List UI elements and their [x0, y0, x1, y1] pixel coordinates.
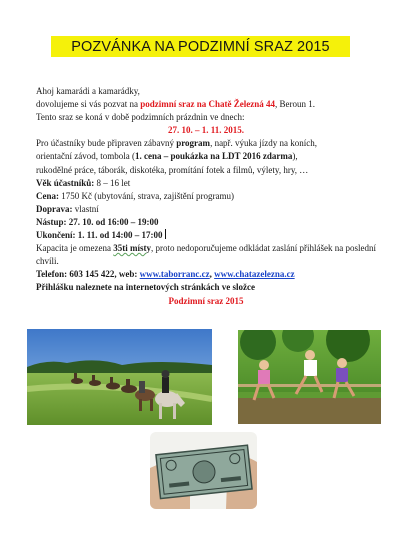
link-taborranc[interactable]: www.taborranc.cz — [139, 269, 210, 280]
text-cursor — [165, 229, 166, 239]
program-pre: Pro účastníky bude připraven zábavný — [36, 138, 177, 149]
page-title: POZVÁNKA NA PODZIMNÍ SRAZ 2015 — [71, 38, 330, 55]
link-separator: , — [209, 269, 215, 280]
event-dates: 27. 10. – 1. 11. 2015. — [167, 125, 244, 136]
folder-name: Podzimní sraz 2015 — [168, 295, 244, 306]
contact-line — [36, 268, 376, 281]
end-label: Ukončení: 1. 11. od 14:00 – 17:00 — [36, 230, 163, 241]
age-value: 8 – 16 let — [94, 177, 131, 188]
phone-label: Telefon: 603 145 422, web: — [36, 269, 140, 280]
program-line-2 — [36, 150, 376, 163]
age-label: Věk účastníků: — [36, 177, 95, 188]
capacity-paragraph — [36, 242, 376, 268]
transport-value: vlastní — [72, 203, 99, 214]
children-playing-photo — [238, 330, 381, 424]
holiday-line: Tento sraz se koná v době podzimních prázdnin ve dnech: — [36, 112, 245, 123]
price-label: Cena: — [36, 190, 59, 201]
invitation-body — [36, 85, 376, 308]
invite-post: , Beroun 1. — [274, 99, 315, 110]
link-chatazelezna[interactable]: www.chatazelezna.cz — [214, 269, 295, 280]
title-banner — [51, 36, 350, 57]
capacity-bold: 35ti míst — [113, 243, 147, 254]
invite-pre: dovolujeme si vás pozvat na — [36, 99, 141, 110]
price-value: 1750 Kč (ubytování, strava, zajištění programu) — [59, 190, 234, 201]
start-line: Nástup: 27. 10. od 16:00 – 19:00 — [36, 216, 159, 227]
capacity-pre: Kapacita je omezena — [36, 243, 114, 254]
program-line-3: rukodělné práce, táborák, diskotéka, promítání fotek a filmů, výlety, hry, … — [36, 164, 309, 175]
event-name: podzimní sraz na Chatě Železná 44 — [140, 99, 275, 110]
prize-text: 1. cena – poukázka na LDT 2016 zdarma — [134, 151, 293, 162]
program-l2-post: ), — [292, 151, 298, 162]
camp-money-photo — [150, 432, 257, 509]
program-l2-pre: orientační závod, tombola ( — [36, 151, 135, 162]
end-line — [36, 229, 376, 242]
transport-line — [36, 203, 376, 216]
program-line-1 — [36, 137, 376, 150]
application-line: Přihlášku naleznete na internetových stránkách ve složce — [36, 282, 255, 293]
program-post: , např. výuka jízdy na koních, — [210, 138, 318, 149]
price-line — [36, 190, 376, 203]
program-bold: program — [176, 138, 211, 149]
transport-label: Doprava: — [36, 203, 73, 214]
horse-riding-photo — [27, 329, 212, 425]
capacity-bold-tail: y — [146, 243, 151, 254]
greeting: Ahoj kamarádi a kamarádky, — [36, 86, 140, 96]
invite-line — [36, 98, 376, 111]
capacity-post: , proto nedoporučujeme odkládat zaslání přihlášek na poslední chvíli. — [36, 243, 377, 267]
age-line — [36, 177, 376, 190]
